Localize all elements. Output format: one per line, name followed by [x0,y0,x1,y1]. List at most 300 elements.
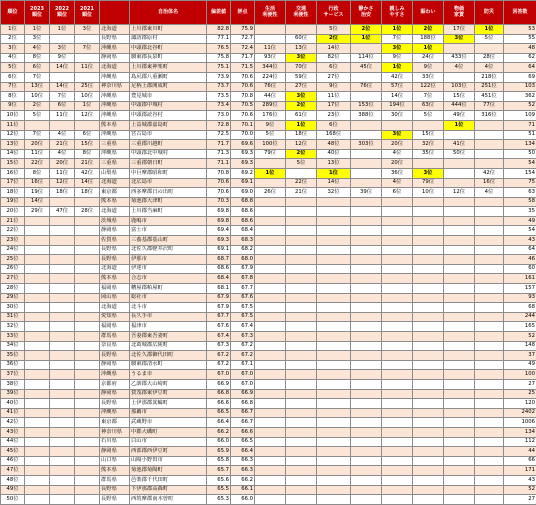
table-cell: 120 [504,399,536,409]
table-cell: 菊池郡菊陽町 [130,466,207,476]
table-cell: 76位 [255,82,286,92]
table-cell: 68.4 [207,274,231,284]
table-row [1,236,536,246]
table-cell [413,389,444,399]
table-cell [255,245,286,255]
table-cell: 5位 [475,34,504,44]
table-cell: 71.5 [231,63,255,73]
table-cell [413,370,444,380]
table-cell: 12位 [50,178,75,188]
table-cell [444,178,475,188]
table-cell: 9位 [255,120,286,130]
table-cell: 33位 [413,72,444,82]
table-cell [286,255,317,265]
table-cell [413,418,444,428]
table-cell: 菊池郡大津町 [130,197,207,207]
table-cell: 14位 [75,178,100,188]
table-cell [75,120,100,130]
table-row [1,44,536,54]
table-cell: 66.2 [231,475,255,485]
table-cell: 神奈川県 [100,82,130,92]
table-cell [475,322,504,332]
table-cell [475,226,504,236]
table-cell: 388位 [351,111,382,121]
table-cell: 35位 [1,351,25,361]
table-cell: 10位 [1,111,25,121]
table-cell: 27位 [1,274,25,284]
table-cell [286,245,317,255]
table-cell: 451位 [475,92,504,102]
table-cell [382,389,413,399]
table-cell [413,360,444,370]
table-cell [317,284,351,294]
table-cell: 13位 [1,140,25,150]
table-cell [286,456,317,466]
table-cell: 68.4 [231,226,255,236]
table-cell: 14位 [317,178,351,188]
table-cell: 188位 [413,34,444,44]
table-cell: 30位 [382,111,413,121]
table-cell [317,236,351,246]
table-cell [286,379,317,389]
table-row [1,130,536,140]
table-cell [255,427,286,437]
table-cell: 67.4 [231,322,255,332]
column-header: 偏差値 [207,1,231,25]
table-cell [475,408,504,418]
table-cell [50,370,75,380]
column-header [100,1,130,25]
table-cell: 82位 [317,53,351,63]
table-cell [475,399,504,409]
table-cell [255,264,286,274]
table-cell: 70位 [286,63,317,73]
table-cell [475,332,504,342]
table-cell: 12位 [444,188,475,198]
table-cell [75,418,100,428]
table-cell [25,255,50,265]
table-cell: 153位 [351,101,382,111]
table-cell: 10位 [25,92,50,102]
table-cell: 11位 [1,120,25,130]
table-cell [382,427,413,437]
table-cell [382,120,413,130]
table-cell [25,427,50,437]
table-cell: 68.6 [231,207,255,217]
table-cell: 43 [504,475,536,485]
table-cell: 上益城郡嘉島町 [130,120,207,130]
table-cell [444,475,475,485]
table-cell: 4位 [25,44,50,54]
table-cell: 1位 [317,168,351,178]
table-cell: 22位 [286,178,317,188]
table-cell: 合志市 [130,274,207,284]
table-cell [255,25,286,35]
table-cell [444,293,475,303]
table-cell: 東京都 [100,188,130,198]
table-cell: 10位 [413,188,444,198]
table-cell: 66.4 [207,418,231,428]
table-cell: 29位 [1,293,25,303]
table-cell [255,303,286,313]
table-cell [413,427,444,437]
table-cell: 長野県 [100,245,130,255]
table-cell: 26位 [1,264,25,274]
table-cell [444,370,475,380]
table-cell [475,236,504,246]
table-cell: 17位 [444,25,475,35]
table-cell [286,293,317,303]
column-header: 2023 順位 [25,1,50,25]
table-cell [351,72,382,82]
table-cell [413,236,444,246]
table-cell [413,475,444,485]
table-cell: 33位 [1,332,25,342]
table-cell: 鹿嶋市 [130,216,207,226]
table-cell: 103位 [444,82,475,92]
table-cell [475,447,504,457]
table-cell: 75.9 [231,25,255,35]
table-cell: 93位 [255,53,286,63]
table-cell: 19位 [25,188,50,198]
table-cell [475,427,504,437]
table-cell: 67.7 [231,284,255,294]
table-cell: 64 [504,63,536,73]
table-cell: 68.2 [231,245,255,255]
table-cell: 67.4 [207,332,231,342]
table-cell: 9位 [50,53,75,63]
table-cell [475,245,504,255]
table-cell: 7位 [413,92,444,102]
table-cell: 45位 [351,63,382,73]
table-cell [413,495,444,505]
table-cell [317,466,351,476]
table-cell: 9位 [413,63,444,73]
table-cell: 6位 [317,63,351,73]
table-cell [255,159,286,169]
table-cell: 54 [504,226,536,236]
column-header: 賑わい [413,1,444,25]
table-cell: 67.1 [231,360,255,370]
table-cell [413,284,444,294]
table-cell [25,389,50,399]
table-cell [382,255,413,265]
table-cell [413,264,444,274]
table-cell: 5位 [255,130,286,140]
table-cell: 303位 [351,140,382,150]
table-cell: 4位 [382,178,413,188]
table-cell: 15位 [1,159,25,169]
table-cell: 7位 [1,82,25,92]
table-cell [444,351,475,361]
table-cell: 6位 [25,63,50,73]
table-cell: 82.8 [207,25,231,35]
table-cell [382,370,413,380]
table-cell [475,255,504,265]
table-row [1,34,536,44]
table-cell: 32位 [413,140,444,150]
table-cell: 奈良県 [100,341,130,351]
table-cell: 71.7 [207,140,231,150]
table-cell: 69.4 [207,226,231,236]
table-cell: 5位 [413,111,444,121]
table-cell: 54 [504,159,536,169]
table-cell [286,495,317,505]
column-header: 自治体名 [130,1,207,25]
table-cell [75,274,100,284]
table-cell [351,149,382,159]
table-cell: 中頭郡北谷町 [130,44,207,54]
table-cell [75,485,100,495]
table-cell: 長野県 [100,351,130,361]
table-cell [50,456,75,466]
table-cell [286,360,317,370]
table-cell [286,408,317,418]
table-cell [286,418,317,428]
table-cell: 3位 [286,53,317,63]
table-cell [382,216,413,226]
table-cell: 上川郡当麻町 [130,207,207,217]
table-cell [475,418,504,428]
table-cell: 岡山県 [100,293,130,303]
table-cell [317,360,351,370]
table-cell: 長野県 [100,34,130,44]
table-cell: 25位 [75,82,100,92]
table-cell: 251位 [475,82,504,92]
table-cell: 静岡県 [100,447,130,457]
table-cell: 熊本県 [100,274,130,284]
table-cell [317,370,351,380]
table-cell: 2位 [286,101,317,111]
table-cell [351,197,382,207]
table-cell: 66.1 [231,485,255,495]
table-cell [286,226,317,236]
table-cell [475,437,504,447]
table-cell [351,408,382,418]
table-cell [351,130,382,140]
table-cell: 1位 [444,120,475,130]
table-cell: 20位 [1,207,25,217]
table-cell: 22位 [1,226,25,236]
table-cell: 44位 [255,92,286,102]
table-cell [50,216,75,226]
table-cell: 神奈川県 [100,427,130,437]
table-cell [475,351,504,361]
table-cell [382,379,413,389]
column-header: 回答数 [504,1,536,25]
table-cell [475,341,504,351]
table-cell: 山陽小野田市 [130,456,207,466]
table-cell: 11位 [255,44,286,54]
table-row [1,418,536,428]
table-cell [317,399,351,409]
table-cell: 29位 [25,207,50,217]
table-cell: 44位 [1,437,25,447]
table-cell: 静岡県 [100,53,130,63]
table-cell [444,485,475,495]
table-cell [50,495,75,505]
table-cell [255,379,286,389]
table-cell [25,120,50,130]
table-row [1,332,536,342]
table-cell [475,274,504,284]
table-cell: うるま市 [130,370,207,380]
table-cell: 73.7 [207,82,231,92]
table-cell: 70.3 [207,197,231,207]
table-cell: 65.3 [207,495,231,505]
table-row [1,399,536,409]
table-cell [382,447,413,457]
table-cell: 長久手市 [130,312,207,322]
table-cell [50,120,75,130]
table-cell: 2位 [317,34,351,44]
table-cell [382,418,413,428]
table-cell [50,72,75,82]
table-cell [255,351,286,361]
table-cell [255,322,286,332]
table-cell [50,284,75,294]
table-cell: 66.9 [207,379,231,389]
table-cell: 134 [504,140,536,150]
table-cell: 69.2 [231,168,255,178]
table-cell: 42位 [1,418,25,428]
table-cell [25,216,50,226]
table-cell: 9位 [317,82,351,92]
table-cell [475,456,504,466]
table-cell: 67.7 [207,312,231,322]
table-cell [75,437,100,447]
table-cell: 1位 [413,44,444,54]
table-cell [413,245,444,255]
table-cell: 糟屋郡粕屋町 [130,284,207,294]
table-cell: 109 [504,111,536,121]
table-cell: 群馬県 [100,332,130,342]
column-header: 防災 [475,1,504,25]
table-cell [75,427,100,437]
table-cell: 13位 [25,82,50,92]
column-header: 親しみ やすさ [382,1,413,25]
table-cell: 68.7 [207,255,231,265]
table-cell: 48 [504,44,536,54]
table-cell: 69.6 [231,140,255,150]
table-cell: 20位 [25,140,50,150]
table-row [1,226,536,236]
table-cell [50,226,75,236]
table-row [1,437,536,447]
table-cell: 41位 [444,140,475,150]
table-cell [351,159,382,169]
table-cell: 2402 [504,408,536,418]
table-cell [75,293,100,303]
table-cell [351,351,382,361]
table-cell [351,322,382,332]
table-cell [75,226,100,236]
table-cell [317,197,351,207]
table-cell: 20位 [382,159,413,169]
table-cell: 168位 [317,130,351,140]
table-cell [413,274,444,284]
table-cell: 68.3 [231,236,255,246]
table-cell: 西多摩郡日の出町 [130,188,207,198]
table-cell: 静岡県 [100,360,130,370]
table-cell: 北海道 [100,25,130,35]
table-cell: 35 [504,207,536,217]
table-cell [286,236,317,246]
table-cell: 67.2 [231,351,255,361]
table-cell: 石川県 [100,437,130,447]
table-cell: 71.1 [207,159,231,169]
table-cell [25,312,50,322]
table-row [1,408,536,418]
table-cell: 41位 [1,408,25,418]
table-cell [317,332,351,342]
table-cell [382,408,413,418]
table-cell: 6位 [50,101,75,111]
table-row [1,379,536,389]
table-cell: 75 [504,178,536,188]
table-cell [382,226,413,236]
table-cell: 11位 [25,149,50,159]
table-cell [413,466,444,476]
table-cell: 北海道 [100,264,130,274]
table-cell: 63 [504,188,536,198]
column-header: 評点 [231,1,255,25]
table-cell: 218位 [475,72,504,82]
table-cell: 4位 [50,130,75,140]
table-cell: 66.9 [231,389,255,399]
table-cell: 72.4 [231,44,255,54]
table-cell: 65.9 [207,447,231,457]
table-cell: 4位 [475,188,504,198]
table-cell [255,399,286,409]
table-cell: 73.4 [207,101,231,111]
table-cell: 70.6 [231,72,255,82]
table-cell [50,447,75,457]
table-cell [50,236,75,246]
table-cell [317,427,351,437]
table-cell [25,264,50,274]
table-cell [475,312,504,322]
table-cell: 46 [504,255,536,265]
table-cell: 白山市 [130,437,207,447]
table-cell [255,389,286,399]
table-cell: 16位 [1,168,25,178]
table-cell: 42位 [382,72,413,82]
table-cell [382,341,413,351]
table-cell [413,447,444,457]
table-cell [286,197,317,207]
table-cell [351,274,382,284]
table-cell [444,197,475,207]
table-cell: 289位 [255,101,286,111]
table-cell: 長野県 [100,399,130,409]
table-cell: 60位 [286,34,317,44]
table-cell [475,207,504,217]
table-cell: 11位 [50,168,75,178]
table-cell [351,447,382,457]
table-cell [475,130,504,140]
table-cell: 47位 [50,207,75,217]
table-cell: 伊達市 [130,264,207,274]
table-body [1,25,536,505]
table-cell [413,379,444,389]
table-cell [50,437,75,447]
table-cell: 69.0 [231,188,255,198]
table-cell: 1位 [255,168,286,178]
table-cell: 70.6 [231,111,255,121]
table-cell: 68.1 [207,284,231,294]
table-cell: 沖縄県 [100,111,130,121]
